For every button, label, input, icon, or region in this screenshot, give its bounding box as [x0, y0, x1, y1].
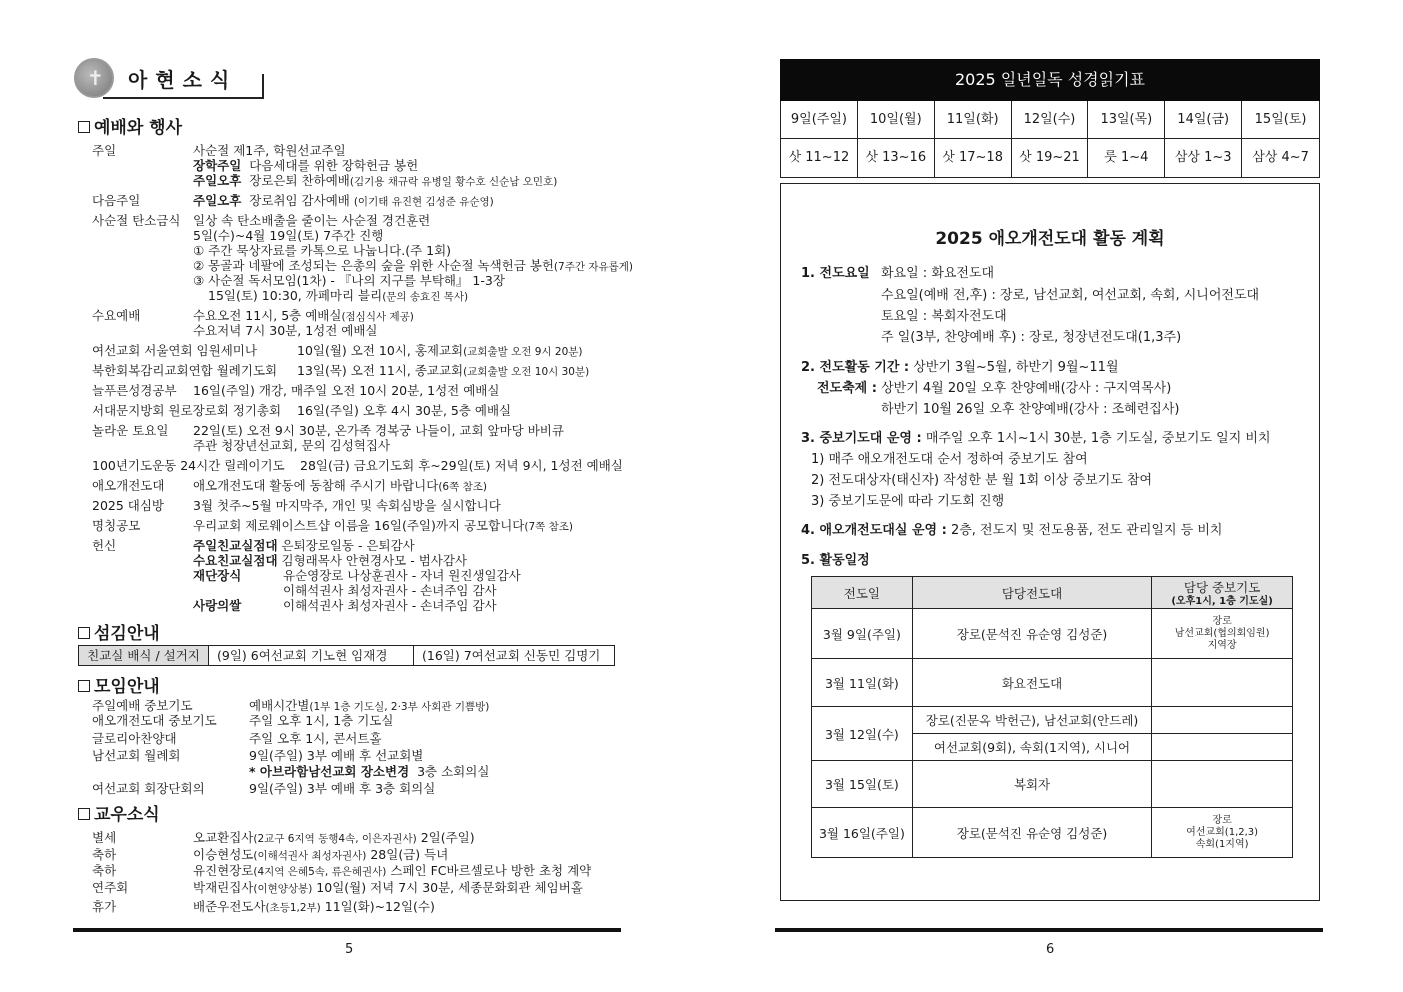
table-row: 3월 16일(주일) 장로(문석진 유순영 김성준) 장로 여선교회(1,2,3) 속회(1지역) [812, 808, 1293, 858]
page-number: 5 [345, 942, 354, 957]
serving-week1: (9일) 6여선교회 기노현 임재경 [209, 646, 414, 665]
row-name-contest: 명칭공모 우리교회 제로웨이스트샵 이름을 16일(주일)까지 공모합니다(7쪽 참조) [92, 518, 573, 533]
line-wed-evening: 수요저녁 7시 30분, 1성전 예배실 [193, 323, 378, 338]
footer-rule [775, 928, 1323, 932]
row-women-leaders: 여선교회 회장단회의 9일(주일) 3부 예배 후 3층 회의실 [92, 781, 436, 796]
plan-3-line3: 3) 중보기도문에 따라 기도회 진행 [811, 494, 1005, 509]
plan-4: 4. 애오개전도대실 운영 : 2층, 전도지 및 전도용품, 전도 관리일지 등 비치 [801, 523, 1223, 538]
table-row: 3월 11일(화) 화요전도대 [812, 659, 1293, 707]
line-ded-5: 이해석권사 최성자권사 - 손녀주임 감사 [283, 598, 497, 613]
row-men-meeting: 남선교회 월례회 9일(주일) 3부 예배 후 선교회별 [92, 748, 424, 763]
line-lent-1: ① 주간 묵상자료를 카톡으로 나눕니다.(주 1회) [193, 243, 452, 258]
line-scholarship: 장학주일 다음세대를 위한 장학헌금 봉헌 [193, 158, 419, 173]
line-ded-3-label: 재단장식 [193, 568, 242, 583]
page-number: 6 [1046, 942, 1055, 957]
row-choir: 글로리아찬양대 주일 오후 1시, 콘서트홀 [92, 731, 382, 746]
bible-table-title: 2025 일년일독 성경읽기표 [780, 59, 1320, 101]
row-evangelism: 애오개전도대 애오개전도대 활동에 동참해 주시기 바랍니다(6쪽 참조) [92, 478, 487, 493]
bible-day-cell: 14일(금) [1165, 101, 1242, 139]
checkbox-icon [78, 808, 90, 820]
plan-1-line3: 토요일 : 복회자전도대 [881, 309, 1007, 324]
plan-2-festival: 전도축제 : 상반기 4월 20일 오후 찬양예배(강사 : 구지역목사) [817, 381, 1172, 396]
footer-rule [73, 928, 621, 932]
table-row: 3월 12일(수) 장로(진문옥 박헌근), 남선교회(안드레) [812, 707, 1293, 734]
row-bible-study: 늘푸른성경공부 16일(주일) 개강, 매주일 오전 10시 20분, 1성전 예배실 [92, 383, 500, 398]
serving-table [78, 645, 615, 666]
plan-2: 2. 전도활동 기간 : 상반기 3월~5월, 하반기 9월~11월 [801, 360, 1119, 375]
line-ded-3: 유순영장로 나상훈권사 - 자녀 원진생일감사 [283, 568, 521, 583]
bible-reading-cell: 삿 11~12 [781, 139, 858, 177]
plan-1-line4: 주 일(3부, 찬양예배 후) : 장로, 청장년전도대(1,3주) [881, 330, 1182, 345]
serving-label: 친교실 배식 / 설거지 [79, 646, 209, 665]
row-elders-assembly: 서대문지방회 원로장로회 정기총회 16일(주일) 오후 4시 30분, 5층 예배실 [92, 403, 512, 418]
line-ded-5-label: 사랑의쌀 [193, 598, 242, 613]
bible-day-cell: 15일(토) [1242, 101, 1319, 139]
plan-title: 2025 애오개전도대 활동 계획 [935, 229, 1165, 249]
section-title-worship: 예배와 행사 [78, 113, 182, 138]
bible-table-grid [780, 101, 1320, 178]
bible-reading-cell: 삼상 4~7 [1252, 150, 1309, 165]
line-lent-period: 5일(수)~4월 19일(토) 7주간 진행 [193, 228, 384, 243]
row-seminar: 여선교회 서울연회 임원세미나 10일(월) 오전 10시, 홍제교회(교회출발 오전 9시 20분) [92, 343, 583, 358]
bible-reading-cell: 삼상 1~3 [1165, 139, 1242, 177]
bible-reading-cell: 삿 19~21 [1012, 139, 1089, 177]
line-venue-change: * 아브라함남선교회 장소변경 3층 소회의실 [249, 764, 490, 779]
plan-2-line3: 하반기 10월 26일 오후 찬양예배(강사 : 조혜련집사) [881, 402, 1180, 417]
plan-1-line1: 화요일 : 화요전도대 [881, 266, 995, 281]
bible-day-cell: 9일(주일) [781, 101, 858, 139]
plan-3-line1: 1) 매주 애오개전도대 순서 정하여 중보기도 참여 [811, 452, 1088, 467]
evangelism-plan-box [780, 183, 1320, 901]
bible-day-cell: 11일(화) [935, 101, 1012, 139]
row-relay-prayer: 100년기도운동 24시간 릴레이기도 28일(금) 금요기도회 후~29일(토) 저녁 9시, 1성전 예배실 [92, 458, 623, 473]
bible-reading-cell: 삿 13~16 [858, 139, 935, 177]
bible-day-cell: 10일(월) [858, 101, 935, 139]
row-sunday: 주일 사순절 제1주, 학원선교주일 [92, 143, 346, 158]
checkbox-icon [78, 680, 90, 692]
table-row: 3월 15일(토) 복회자 [812, 761, 1293, 808]
plan-3-line2: 2) 전도대상자(태신자) 작성한 분 월 1회 이상 중보기도 참여 [811, 473, 1153, 488]
plan-1-line2: 수요일(예배 전,후) : 장로, 남선교회, 여선교회, 속회, 시니어전도대 [881, 288, 1260, 303]
row-dedication: 헌신 주일친교실점대 은퇴장로일동 - 은퇴감사 [92, 538, 415, 553]
line-lent-2: ② 몽골과 네팔에 조성되는 은총의 숲을 위한 사순절 녹색헌금 봉헌(7주간 자유롭게) [193, 258, 633, 273]
row-passing: 별세 오교환집사(2교구 6지역 동행4속, 이은자권사) 2일(주일) [92, 830, 475, 845]
row-wednesday: 수요예배 수요오전 11시, 5층 예배실(점심식사 제공) [92, 308, 414, 323]
row-visitation: 2025 대심방 3월 첫주~5월 마지막주, 개인 및 속회심방을 실시합니다 [92, 498, 501, 513]
row-evangelism-prayer: 애오개전도대 중보기도 주일 오후 1시, 1층 기도실 [92, 713, 394, 728]
line-ded-2: 수요친교실점대 김형래목사 안현경사모 - 범사감사 [193, 553, 467, 568]
row-vacation: 휴가 배준우전도사(초등1,2부) 11일(화)~12일(수) [92, 899, 435, 914]
serving-week2: (16일) 7여선교회 신동민 김명기 [422, 648, 601, 663]
page-header-title: 아현소식 [128, 68, 238, 92]
table-row: 여선교회(9회), 속회(1지역), 시니어 [812, 734, 1293, 761]
row-next-sunday: 다음주일 주일오후 장로취임 감사예배 (이기태 유진현 김성준 유순영) [92, 193, 494, 208]
bible-reading-table [780, 59, 1320, 178]
bulletin-page-6 [702, 0, 1403, 992]
row-saturday: 놀라운 토요일 22일(토) 오전 9시 30분, 온가족 경복궁 나들이, 교회 앞마당 바비큐 [92, 423, 564, 438]
checkbox-icon [78, 627, 90, 639]
checkbox-icon [78, 121, 90, 133]
row-lent-fast: 사순절 탄소금식 일상 속 탄소배출을 줄이는 사순절 경건훈련 [92, 213, 431, 228]
plan-3: 3. 중보기도대 운영 : 매주일 오후 1시~1시 30분, 1층 기도실, 중보기도 일지 비치 [801, 431, 1271, 446]
plan-1: 1. 전도요일 [801, 266, 870, 281]
line-ded-4: 이해석권사 최성자권사 - 손녀주임 감사 [283, 583, 497, 598]
schedule-header-row: 전도일 담당전도대 담당 중보기도 (오후1시, 1층 기도실) [812, 577, 1293, 609]
bible-reading-cell: 룻 1~4 [1088, 139, 1165, 177]
bible-day-cell: 13일(목) [1088, 101, 1165, 139]
section-title-serving: 섬김안내 [78, 619, 160, 644]
section-title-meetings: 모임안내 [78, 672, 160, 697]
row-intercession: 주일예배 중보기도 예배시간별(1부 1층 기도실, 2·3부 사회관 기쁨방) [92, 698, 490, 713]
bible-day-cell: 12일(수) [1012, 101, 1089, 139]
row-congrats-2: 축하 유진현장로(4지역 은혜5속, 류은혜권사) 스페인 FC바르셀로나 방한 초청 계약 [92, 863, 592, 878]
section-title-members: 교우소식 [78, 800, 160, 825]
row-concert: 연주회 박재린집사(이현양상봉) 10일(월) 저녁 7시 30분, 세종문화회관 체임버홀 [92, 880, 583, 895]
row-prayer-meeting: 북한회복감리교회연합 월례기도회 13일(목) 오전 11시, 종교교회(교회출발 오전 10시 30분) [92, 363, 590, 378]
line-lent-3b: 15일(토) 10:30, 까페마리 블리(문의 송효진 목사) [208, 288, 469, 303]
line-elder-retire: 주일오후 장로은퇴 찬하예배(김기용 채규락 유병일 황수호 신순남 오민호) [193, 173, 558, 188]
schedule-table [811, 576, 1293, 858]
line-saturday-host: 주관 청장년선교회, 문의 김성혁집사 [193, 438, 391, 453]
table-row: 3월 9일(주일) 장로(문석진 유순영 김성준) 장로 남선교회(협의회임원) 지역장 [812, 609, 1293, 659]
plan-5: 5. 활동일정 [801, 553, 870, 568]
line-lent-3: ③ 사순절 독서모임(1차) - 『나의 지구를 부탁해』 1-3장 [193, 273, 505, 288]
bible-reading-cell: 삿 17~18 [935, 139, 1012, 177]
row-congrats-1: 축하 이승현성도(이해석권사 최성자권사) 28일(금) 득녀 [92, 847, 449, 862]
